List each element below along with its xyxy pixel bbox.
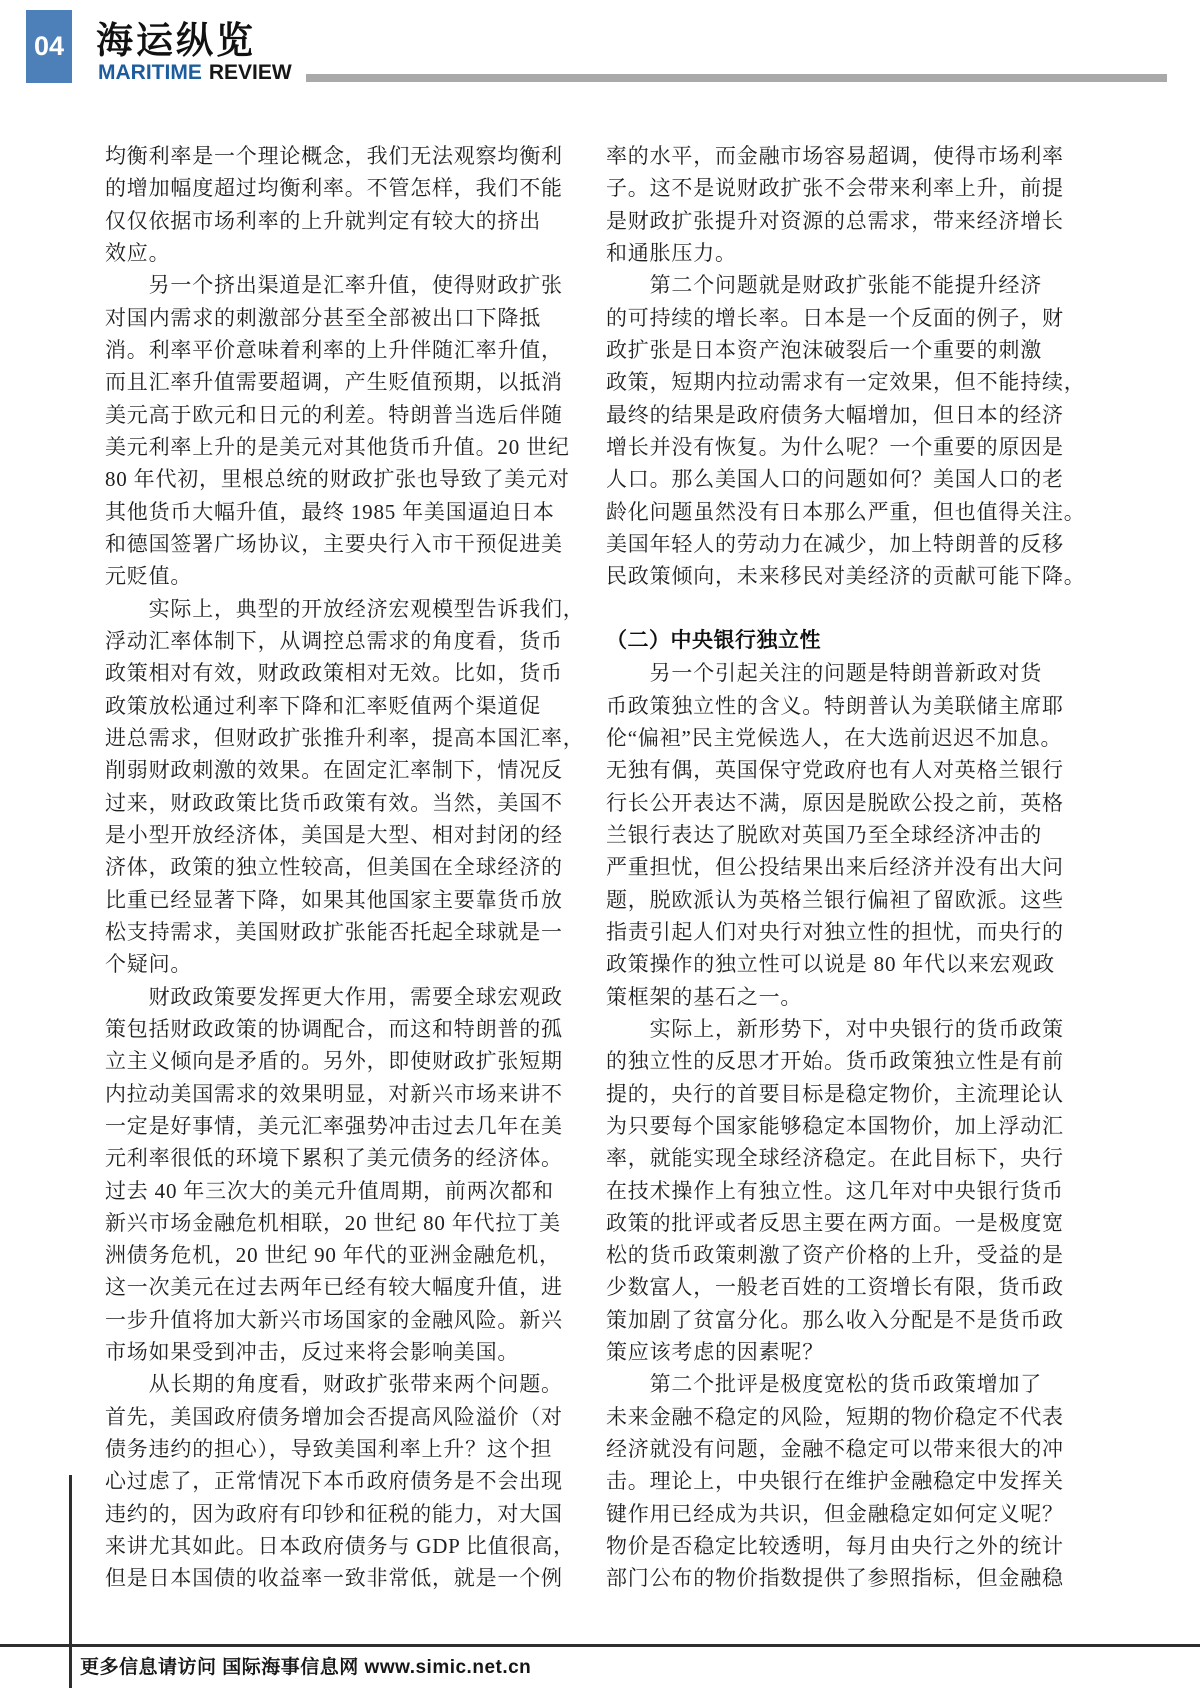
text-line: 在技术操作上有独立性。这几年对中央银行货币: [606, 1178, 1064, 1203]
text-line: 未来金融不稳定的风险，短期的物价稳定不代表: [606, 1404, 1064, 1429]
text-line: 政策相对有效，财政政策相对无效。比如，货币: [105, 661, 563, 686]
text-line: 的独立性的反思才开始。货币政策独立性是有前: [606, 1049, 1064, 1074]
text-line: 进总需求，但财政扩张推升利率，提高本国汇率，: [105, 725, 585, 750]
text-line: 内拉动美国需求的效果明显，对新兴市场来讲不: [105, 1081, 563, 1106]
text-line: 的可持续的增长率。日本是一个反面的例子，财: [606, 305, 1064, 330]
text-line: 其他货币大幅升值，最终 1985 年美国逼迫日本: [105, 499, 555, 524]
footer-horizontal-rule: [0, 1644, 1200, 1647]
footer-info-text: 更多信息请访问 国际海事信息网 www.simic.net.cn: [80, 1657, 532, 1678]
text-line: 部门公布的物价指数提供了参照指标，但金融稳: [606, 1566, 1064, 1591]
text-line: 政策，短期内拉动需求有一定效果，但不能持续，: [606, 370, 1086, 395]
text-line: 均衡利率是一个理论概念，我们无法观察均衡利: [105, 144, 563, 168]
text-line: 比重已经显著下降，如果其他国家主要靠货币放: [105, 887, 563, 912]
right-column-bottom-block: [606, 657, 1064, 1595]
text-line: 政策的批评或者反思主要在两方面。一是极度宽: [606, 1210, 1064, 1235]
text-line: 另一个引起关注的问题是特朗普新政对货: [606, 661, 1042, 686]
text-line: 来讲尤其如此。日本政府债务与 GDP 比值很高，: [105, 1534, 575, 1559]
text-line: 和通胀压力。: [606, 240, 737, 265]
text-line: 经济就没有问题，金融不稳定可以带来很大的冲: [606, 1437, 1064, 1462]
text-line: 另一个挤出渠道是汇率升值，使得财政扩张: [105, 273, 563, 298]
text-line: 严重担忧，但公投结果出来后经济并没有出大问: [606, 855, 1064, 880]
text-line: 的增加幅度超过均衡利率。不管怎样，我们不能: [105, 176, 563, 201]
text-line: 伦“偏袒”民主党候选人，在大选前迟迟不加息。: [606, 725, 1063, 750]
page-number: 04: [33, 31, 65, 61]
text-line: 一定是好事情，美元汇率强势冲击过去几年在美: [105, 1113, 563, 1138]
text-line: 元利率很低的环境下累积了美元债务的经济体。: [105, 1146, 563, 1171]
text-line: 策应该考虑的因素呢？: [606, 1340, 824, 1365]
text-line: 从长期的角度看，财政扩张带来两个问题。: [105, 1372, 563, 1397]
text-line: 新兴市场金融危机相联，20 世纪 80 年代拉丁美: [105, 1210, 561, 1235]
magazine-section-title-en: [98, 62, 292, 83]
text-line: 击。理论上，中央银行在维护金融稳定中发挥关: [606, 1469, 1064, 1494]
text-line: 过去 40 年三次大的美元升值周期，前两次都和: [105, 1178, 554, 1203]
text-line: 财政政策要发挥更大作用，需要全球宏观政: [105, 984, 563, 1009]
text-line: 是小型开放经济体，美国是大型、相对封闭的经: [105, 822, 563, 847]
text-line: 心过虑了，正常情况下本币政府债务是不会出现: [105, 1469, 563, 1494]
text-line: 松支持需求，美国财政扩张能否托起全球就是一: [105, 919, 563, 944]
text-line: 实际上，典型的开放经济宏观模型告诉我们，: [105, 596, 585, 621]
text-line: 龄化问题虽然没有日本那么严重，但也值得关注。: [606, 499, 1086, 524]
text-line: 第二个批评是极度宽松的货币政策增加了: [606, 1372, 1042, 1397]
text-line: 行长公开表达不满，原因是脱欧公投之前，英格: [606, 790, 1064, 815]
text-line: 是财政扩张提升对资源的总需求，带来经济增长: [606, 208, 1064, 233]
text-line: 消。利率平价意味着利率的上升伴随汇率升值，: [105, 337, 563, 362]
text-line: 和德国签署广场协议，主要央行入市干预促进美: [105, 531, 563, 556]
text-line: 增长并没有恢复。为什么呢？一个重要的原因是: [606, 434, 1064, 459]
section-subheading: （二）中央银行独立性: [606, 628, 821, 652]
article-left-column: [105, 140, 585, 1595]
text-line: 率，就能实现全球经济稳定。在此目标下，央行: [606, 1146, 1064, 1171]
article-right-column: [606, 140, 1086, 1595]
text-line: 济体，政策的独立性较高，但美国在全球经济的: [105, 855, 563, 880]
text-line: 效应。: [105, 240, 171, 265]
magazine-section-title-cn: 海运纵览: [96, 20, 256, 61]
text-line: 政策操作的独立性可以说是 80 年代以来宏观政: [606, 952, 1055, 977]
text-line: 个疑问。: [105, 952, 193, 977]
text-line: 策包括财政政策的协调配合，而这和特朗普的孤: [105, 1016, 563, 1041]
text-line: 但是日本国债的收益率一致非常低，就是一个例: [105, 1566, 563, 1591]
text-line: 币政策独立性的含义。特朗普认为美联储主席耶: [606, 693, 1064, 718]
text-line: 80 年代初，里根总统的财政扩张也导致了美元对: [105, 467, 570, 492]
text-line: 子。这不是说财政扩张不会带来利率上升，前提: [606, 176, 1064, 201]
text-line: 市场如果受到冲击，反过来将会影响美国。: [105, 1340, 520, 1365]
text-line: 人口。那么美国人口的问题如何？美国人口的老: [606, 467, 1064, 492]
text-line: 浮动汇率体制下，从调控总需求的角度看，货币: [105, 628, 563, 653]
text-line: 美元高于欧元和日元的利差。特朗普当选后伴随: [105, 402, 563, 427]
text-line: 策加剧了贫富分化。那么收入分配是不是货币政: [606, 1307, 1064, 1332]
text-line: 削弱财政刺激的效果。在固定汇率制下，情况反: [105, 758, 563, 783]
text-line: 美元利率上升的是美元对其他货币升值。20 世纪: [105, 434, 570, 459]
text-line: 洲债务危机，20 世纪 90 年代的亚洲金融危机，: [105, 1243, 561, 1268]
text-line: 元贬值。: [105, 564, 193, 589]
text-line: 指责引起人们对央行对独立性的担忧，而央行的: [606, 919, 1064, 944]
text-line: 松的货币政策刺激了资产价格的上升，受益的是: [606, 1243, 1064, 1268]
text-line: 题，脱欧派认为英格兰银行偏袒了留欧派。这些: [606, 887, 1064, 912]
text-line: 这一次美元在过去两年已经有较大幅度升值，进: [105, 1275, 563, 1300]
text-line: 立主义倾向是矛盾的。另外，即使财政扩张短期: [105, 1049, 563, 1074]
page-number-badge: [26, 10, 72, 83]
text-line: 兰银行表达了脱欧对英国乃至全球经济冲击的: [606, 822, 1042, 847]
text-line: 一步升值将加大新兴市场国家的金融风险。新兴: [105, 1307, 563, 1332]
text-line: 少数富人，一般老百姓的工资增长有限，货币政: [606, 1275, 1064, 1300]
text-line: 而且汇率升值需要超调，产生贬值预期，以抵消: [105, 370, 563, 395]
text-line: 仅仅依据市场利率的上升就判定有较大的挤出: [105, 208, 541, 233]
text-line: 首先，美国政府债务增加会否提高风险溢价（对: [105, 1404, 563, 1429]
title-en-primary: MARITIME: [98, 61, 202, 84]
text-line: 对国内需求的刺激部分甚至全部被出口下降抵: [105, 305, 541, 330]
title-en-secondary: REVIEW: [208, 61, 292, 84]
text-line: 策框架的基石之一。: [606, 984, 803, 1009]
text-line: 键作用已经成为共识，但金融稳定如何定义呢？: [606, 1501, 1064, 1526]
text-line: 政扩张是日本资产泡沫破裂后一个重要的刺激: [606, 337, 1042, 362]
text-line: 美国年轻人的劳动力在减少，加上特朗普的反移: [606, 531, 1064, 556]
text-line: 实际上，新形势下，对中央银行的货币政策: [606, 1016, 1064, 1041]
text-line: 民政策倾向，未来移民对美经济的贡献可能下降。: [606, 564, 1086, 589]
text-line: 提的，央行的首要目标是稳定物价，主流理论认: [606, 1081, 1064, 1106]
text-line: 无独有偶，英国保守党政府也有人对英格兰银行: [606, 758, 1064, 783]
header-divider-bar: [306, 74, 1167, 82]
text-line: 为只要每个国家能够稳定本国物价，加上浮动汇: [606, 1113, 1064, 1138]
text-line: 违约的，因为政府有印钞和征税的能力，对大国: [105, 1501, 563, 1526]
text-line: 债务违约的担心），导致美国利率上升？这个担: [105, 1437, 553, 1462]
text-line: 率的水平，而金融市场容易超调，使得市场利率: [606, 144, 1064, 168]
text-line: 过来，财政政策比货币政策有效。当然，美国不: [105, 790, 563, 815]
text-line: 第二个问题就是财政扩张能不能提升经济: [606, 273, 1042, 298]
text-line: 物价是否稳定比较透明，每月由央行之外的统计: [606, 1534, 1064, 1559]
footer-vertical-line: [69, 1475, 72, 1688]
right-column-top-block: [606, 140, 1086, 593]
text-line: 最终的结果是政府债务大幅增加，但日本的经济: [606, 402, 1064, 427]
paragraph-gap: [606, 593, 1064, 625]
text-line: 政策放松通过利率下降和汇率贬值两个渠道促: [105, 693, 541, 718]
